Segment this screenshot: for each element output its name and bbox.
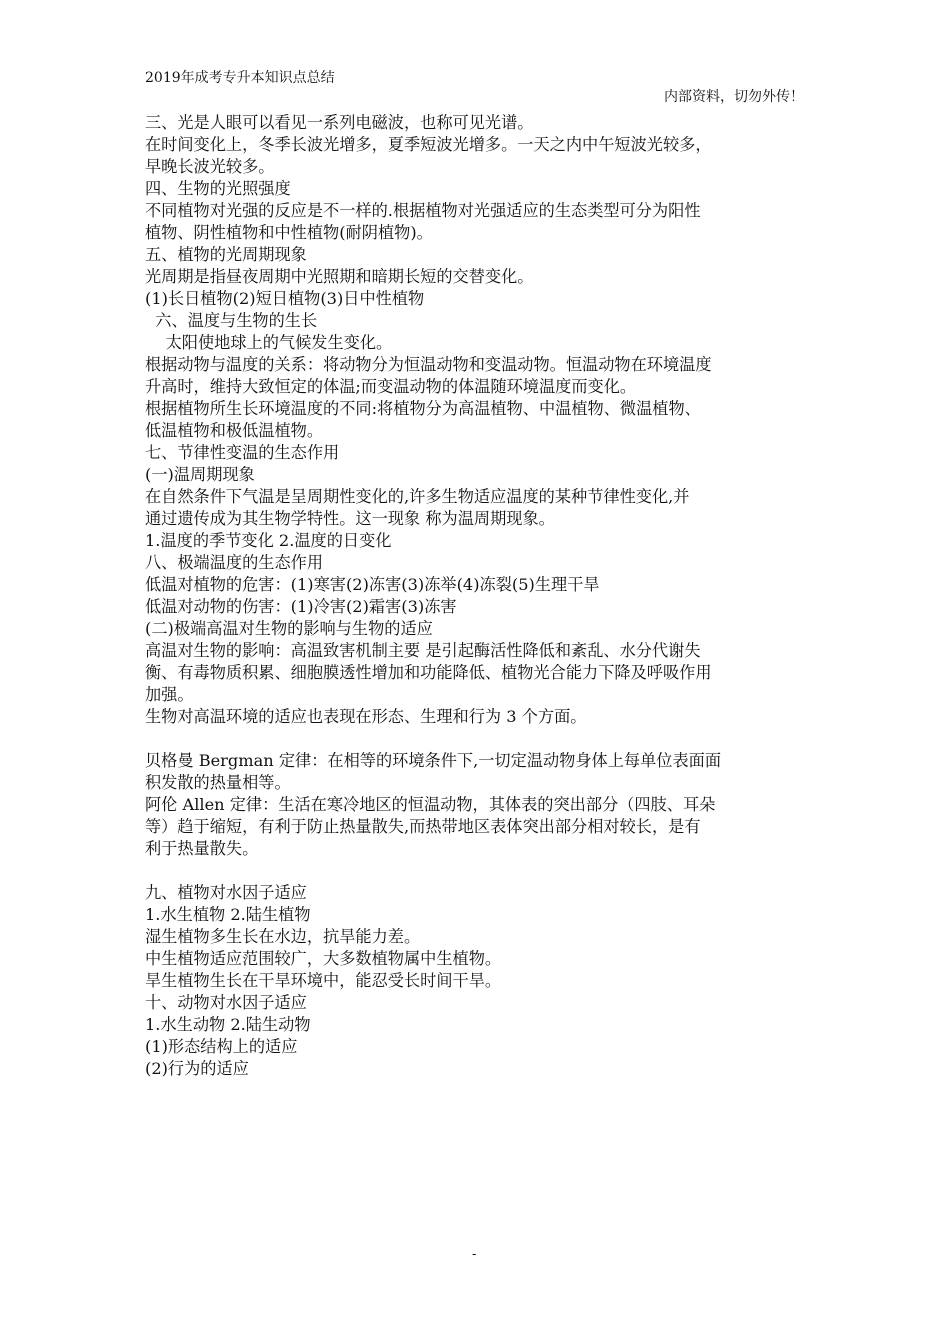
text-line: 根据植物所生长环境温度的不同:将植物分为高温植物、中温植物、微温植物、: [145, 399, 701, 418]
document-title: 2019年成考专升本知识点总结: [145, 70, 335, 86]
text-line: 积发散的热量相等。: [145, 773, 291, 792]
text-line: 1.水生动物 2.陆生动物: [145, 1015, 311, 1034]
text-line: 高温对生物的影响：高温致害机制主要 是引起酶活性降低和紊乱、水分代谢失: [145, 641, 701, 660]
text-line: 贝格曼 Bergman 定律：在相等的环境条件下,一切定温动物身体上每单位表面面: [145, 751, 722, 770]
text-line: 根据动物与温度的关系：将动物分为恒温动物和变温动物。恒温动物在环境温度: [145, 355, 712, 374]
blank-line: [145, 860, 810, 882]
text-line: 低温植物和极低温植物。: [145, 421, 324, 440]
text-line: 湿生植物多生长在水边，抗旱能力差。: [145, 927, 421, 946]
text-line: 利于热量散失。: [145, 839, 259, 858]
text-line: 六、温度与生物的生长: [145, 311, 318, 330]
document-body: [145, 112, 810, 1080]
text-line: 七、节律性变温的生态作用: [145, 443, 340, 462]
text-line: 四、生物的光照强度: [145, 179, 291, 198]
text-line: 三、光是人眼可以看见一系列电磁波，也称可见光谱。: [145, 113, 534, 132]
text-line: 十、动物对水因子适应: [145, 993, 307, 1012]
text-line: 九、植物对水因子适应: [145, 883, 307, 902]
text-line: (1)形态结构上的适应: [145, 1037, 298, 1056]
text-line: 1.水生植物 2.陆生植物: [145, 905, 311, 924]
text-line: 早晚长波光较多。: [145, 157, 275, 176]
text-line: 旱生植物生长在干旱环境中，能忍受长时间干旱。: [145, 971, 502, 990]
text-line: 低温对植物的危害：(1)寒害(2)冻害(3)冻举(4)冻裂(5)生理干旱: [145, 575, 600, 594]
text-line: 不同植物对光强的反应是不一样的.根据植物对光强适应的生态类型可分为阳性: [145, 201, 701, 220]
text-line: 升高时，维持大致恒定的体温;而变温动物的体温随环境温度而变化。: [145, 377, 637, 396]
page-footer-mark: -: [472, 1247, 477, 1262]
text-line: 1.温度的季节变化 2.温度的日变化: [145, 531, 392, 550]
text-line: 等）趋于缩短，有利于防止热量散失,而热带地区表体突出部分相对较长，是有: [145, 817, 701, 836]
text-line: 在自然条件下气温是呈周期性变化的,许多生物适应温度的某种节律性变化,并: [145, 487, 690, 506]
text-line: 生物对高温环境的适应也表现在形态、生理和行为 3 个方面。: [145, 707, 587, 726]
confidential-notice: 内部资料，切勿外传！: [664, 89, 804, 105]
text-line: 太阳使地球上的气候发生变化。: [145, 333, 393, 352]
text-line: 植物、阴性植物和中性植物(耐阴植物)。: [145, 223, 433, 242]
text-line: 衡、有毒物质积累、细胞膜透性增加和功能降低、植物光合能力下降及呼吸作用: [145, 663, 712, 682]
text-line: 中生植物适应范围较广，大多数植物属中生植物。: [145, 949, 502, 968]
text-line: (一)温周期现象: [145, 465, 255, 484]
text-line: 低温对动物的伤害：(1)冷害(2)霜害(3)冻害: [145, 597, 457, 616]
text-line: 光周期是指昼夜周期中光照期和暗期长短的交替变化。: [145, 267, 534, 286]
text-line: (二)极端高温对生物的影响与生物的适应: [145, 619, 433, 638]
text-line: 阿伦 Allen 定律：生活在寒冷地区的恒温动物，其体表的突出部分（四肢、耳朵: [145, 795, 716, 814]
text-line: (1)长日植物(2)短日植物(3)日中性植物: [145, 289, 425, 308]
text-line: 通过遗传成为其生物学特性。这一现象 称为温周期现象。: [145, 509, 555, 528]
text-line: 五、植物的光周期现象: [145, 245, 307, 264]
text-line: 加强。: [145, 685, 194, 704]
blank-line: [145, 728, 810, 750]
text-line: 八、极端温度的生态作用: [145, 553, 324, 572]
text-line: 在时间变化上，冬季长波光增多，夏季短波光增多。一天之内中午短波光较多，: [145, 135, 712, 154]
text-line: (2)行为的适应: [145, 1059, 249, 1078]
